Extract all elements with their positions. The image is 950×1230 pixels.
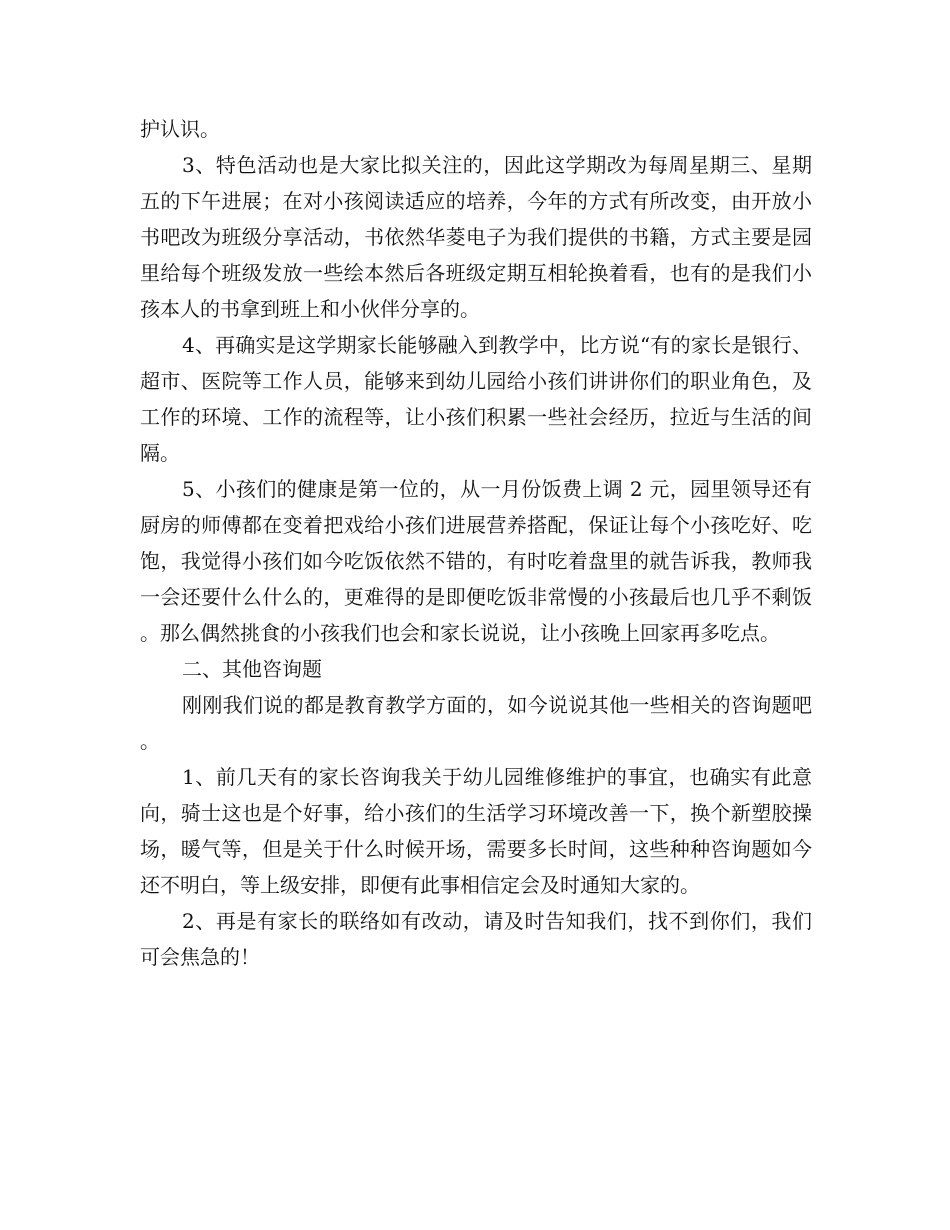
paragraph-intro-other: 刚刚我们说的都是教育教学方面的，如今说说其他一些相关的咨询题吧。 bbox=[140, 693, 812, 753]
paragraph-item-2-contact: 2、再是有家长的联络如有改动，请及时告知我们，找不到你们，我们可会焦急的！ bbox=[140, 909, 812, 969]
paragraph-item-4-parents: 4、再确实是这学期家长能够融入到教学中，比方说“有的家长是银行、超市、医院等工作人员，能够来到幼儿园给小孩们讲讲你们的职业角色，及工作的环境、工作的流程等，让小孩们积累一些社会经历，拉近与生活的间隔。 bbox=[140, 333, 812, 465]
document-body bbox=[140, 111, 812, 975]
section-heading-other-questions: 二、其他咨询题 bbox=[182, 657, 322, 681]
paragraph-item-3-activities: 3、特色活动也是大家比拟关注的，因此这学期改为每周星期三、星期五的下午进展；在对小孩阅读适应的培养，今年的方式有所改变，由开放小书吧改为班级分享活动，书依然华菱电子为我们提供的书籍，方式主要是园里给每个班级发放一些绘本然后各班级定期互相轮换着看，也有的是我们小孩本人的书拿到班上和小伙伴分享的。 bbox=[140, 153, 812, 321]
paragraph-item-5-health: 5、小孩们的健康是第一位的，从一月份饭费上调 2 元，园里领导还有厨房的师傅都在变着把戏给小孩们进展营养搭配，保证让每个小孩吃好、吃饱，我觉得小孩们如今吃饭依然不错的，有时吃着盘里的就告诉我，教师我一会还要什么什么的，更难得的是即便吃饭非常慢的小孩最后也几乎不剩饭。那么偶然挑食的小孩我们也会和家长说说，让小孩晚上回家再多吃点。 bbox=[140, 477, 812, 645]
paragraph-item-1-maintenance: 1、前几天有的家长咨询我关于幼儿园维修维护的事宜，也确实有此意向，骑士这也是个好事，给小孩们的生活学习环境改善一下，换个新塑胶操场，暖气等，但是关于什么时候开场，需要多长时间，这些种种咨询题如今还不明白，等上级安排，即便有此事相信定会及时通知大家的。 bbox=[140, 765, 812, 897]
paragraph-continuation: 护认识。 bbox=[140, 117, 220, 141]
